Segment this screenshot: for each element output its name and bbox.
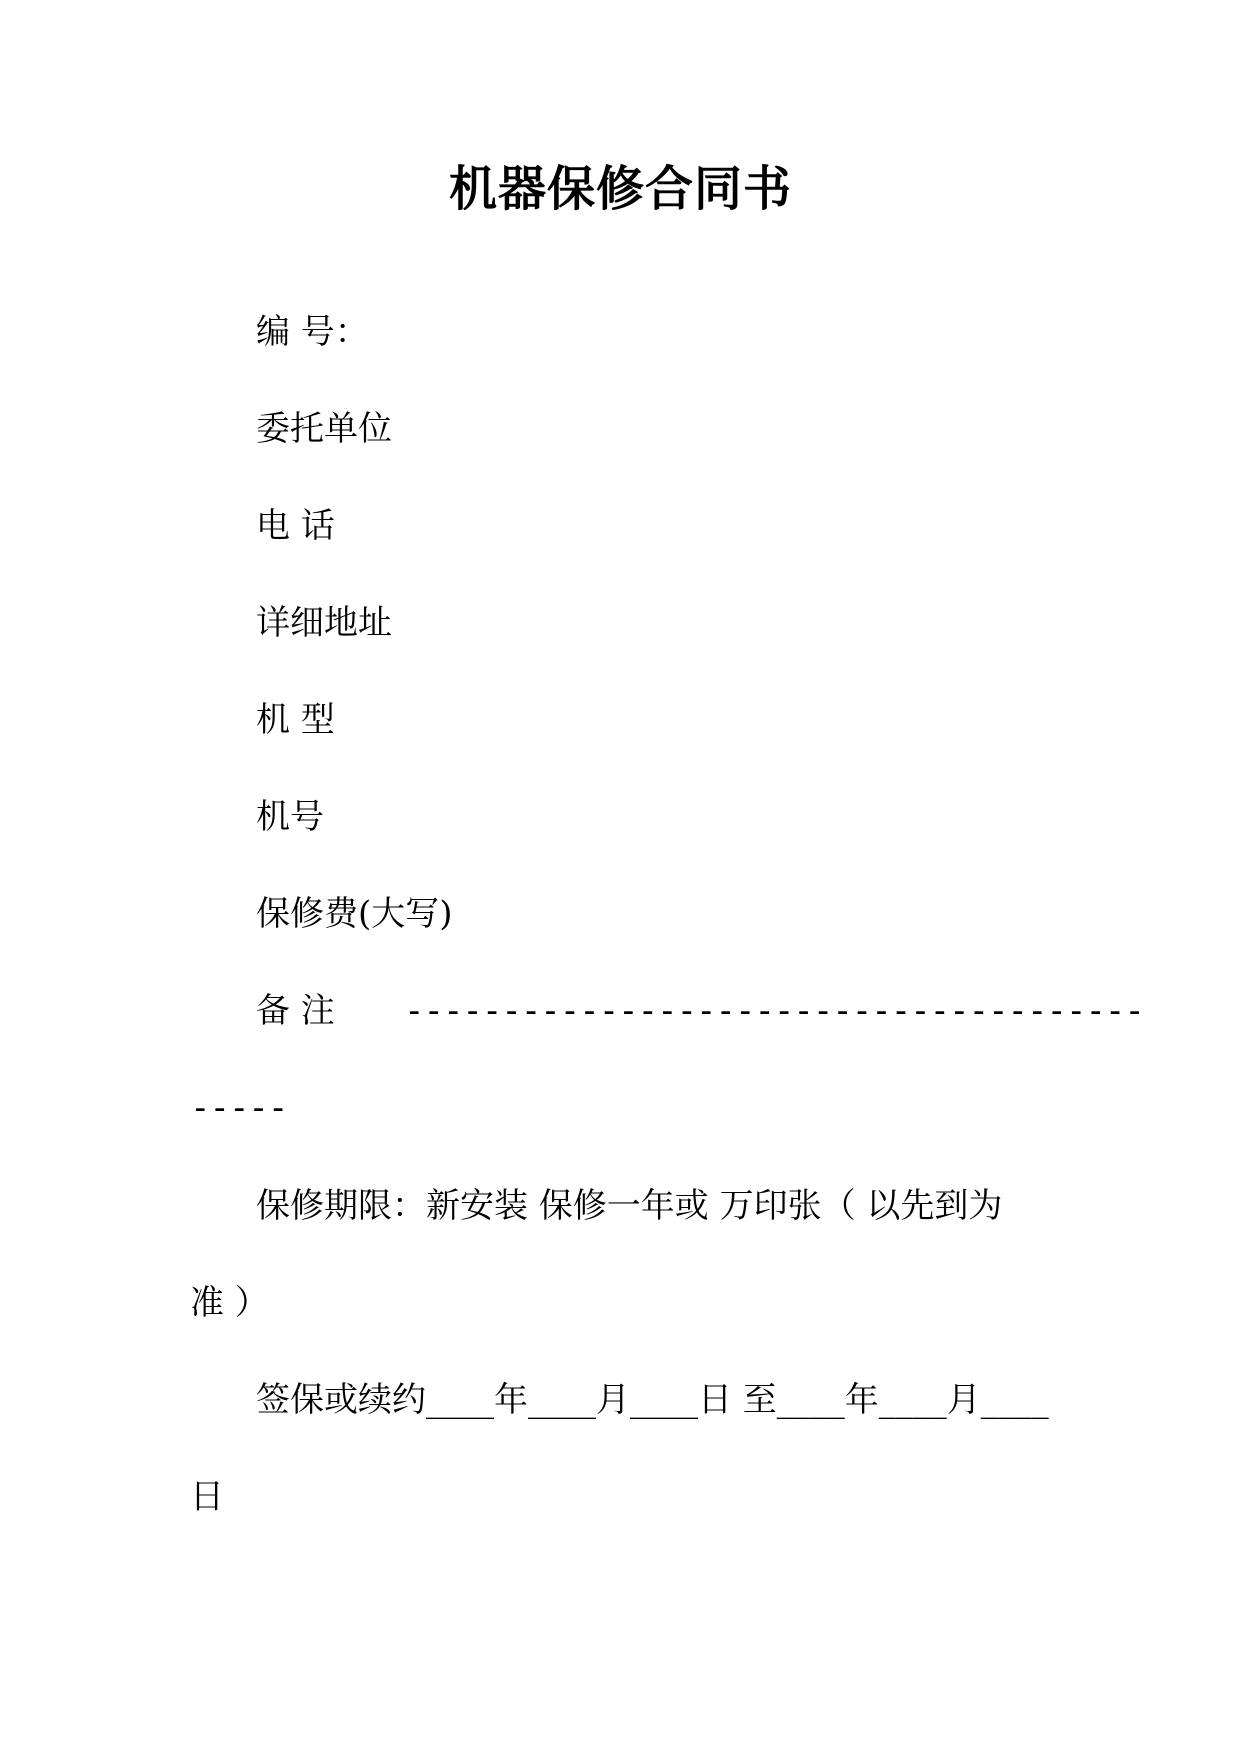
document-title: 机器保修合同书	[448, 161, 792, 217]
model-label: 机 型	[256, 700, 335, 740]
warranty-line-1: 保修期限：新安装 保修一年或 万印张（ 以先到为	[256, 1186, 1003, 1226]
remarks-label: 备 注	[256, 991, 335, 1031]
remarks-dash-line-2: -----	[190, 1088, 288, 1128]
client-label: 委托单位	[256, 409, 392, 449]
phone-label: 电 话	[256, 506, 335, 546]
signing-line-2: 日	[190, 1477, 224, 1517]
signing-line-1: 签保或续约____年____月____日 至____年____月____	[256, 1380, 1049, 1420]
number-label: 编 号：	[256, 312, 369, 352]
serial-label: 机号	[256, 797, 324, 837]
warranty-line-2: 准 ）	[190, 1283, 269, 1323]
remarks-dash-line-1: --------------------------------------	[404, 991, 1144, 1031]
fee-label: 保修费(大写)	[256, 894, 453, 934]
address-label: 详细地址	[256, 603, 392, 643]
